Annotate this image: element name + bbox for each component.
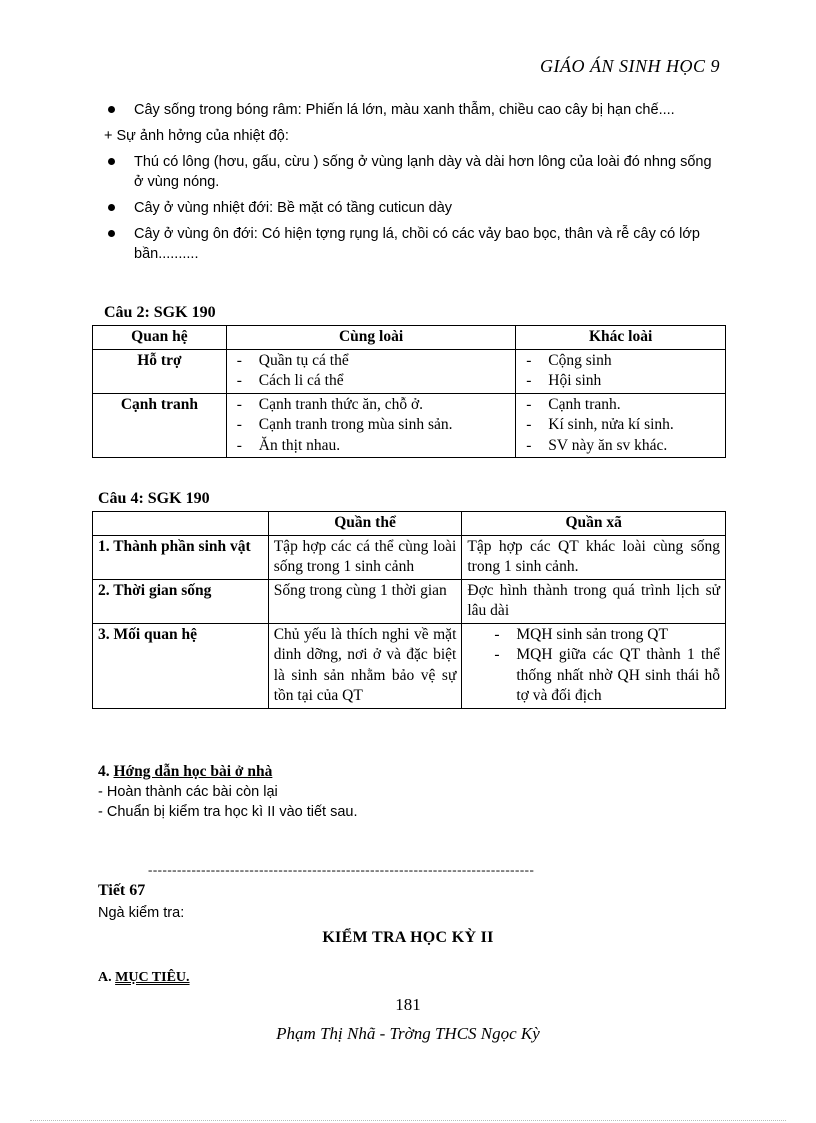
bullet-item: Cây ở vùng ôn đới: Có hiện tợng rụng lá, chồi có các vảy bao bọc, thân và rễ cây có lớp bần..........: [104, 224, 720, 264]
row-label: Cạnh tranh: [93, 393, 227, 458]
subheading: + Sự ảnh hởng của nhiệt độ:: [104, 128, 289, 144]
table-cell: [462, 623, 726, 708]
table-row: [93, 535, 726, 579]
comparison-table: [92, 511, 726, 709]
row-label: 1. Thành phần sinh vật: [93, 535, 269, 579]
table-cell: Đợc hình thành trong quá trình lịch sử lâu dài: [462, 579, 726, 623]
section-divider: --------------------------------------------------------------------------------: [148, 862, 535, 877]
list-item: - MQH sinh sản trong QT: [489, 625, 720, 646]
list-item: - Kí sinh, nửa kí sinh.: [521, 415, 720, 436]
list-item: - SV này ăn sv khác.: [521, 436, 720, 457]
col-header: Quan hệ: [93, 326, 227, 350]
guide-number: 4.: [98, 763, 110, 780]
page-bottom-border: [30, 1120, 786, 1121]
list-item: - Quần tụ cá thể: [232, 351, 511, 372]
row-label: 2. Thời gian sống: [93, 579, 269, 623]
test-date-label: Ngà kiểm tra:: [98, 905, 185, 921]
list-item: - Cộng sinh: [521, 351, 720, 372]
lesson-number: Tiết 67: [98, 882, 146, 899]
table-row: [93, 349, 726, 393]
guide-line: - Hoàn thành các bài còn lại: [98, 784, 278, 800]
bullet-item: Thú có lông (hơu, gấu, cừu ) sống ở vùng lạnh dày và dài hơn lông của loài đó nhng sống ở vùng nóng.: [104, 152, 720, 192]
table-cell: Tập hợp các cá thể cùng loài sống trong 1 sinh cảnh: [268, 535, 462, 579]
page-number: 181: [395, 995, 421, 1014]
list-item: - MQH giữa các QT thành 1 thể thống nhất nhờ QH sinh thái hỗ tợ và đối địch: [489, 645, 720, 707]
page-header-title: GIÁO ÁN SINH HỌC 9: [540, 56, 720, 76]
section-prefix: A.: [98, 970, 112, 985]
table-header-row: [93, 512, 726, 536]
lesson-title: KIỂM TRA HỌC KỲ II: [322, 929, 494, 946]
bullet-item: Cây sống trong bóng râm: Phiến lá lớn, màu xanh thẫm, chiều cao cây bị hạn chế....: [104, 100, 720, 120]
table1-caption: Câu 2: SGK 190: [104, 304, 216, 321]
homework-guide: [98, 762, 358, 822]
relationship-table: [92, 325, 726, 458]
table-row: [93, 393, 726, 458]
guide-title: [98, 762, 358, 782]
section-heading: [98, 970, 190, 986]
section-title: MỤC TIÊU.: [115, 970, 190, 985]
guide-title-text: Hớng dẫn học bài ở nhà: [113, 763, 273, 780]
page-footer: Phạm Thị Nhã - Trờng THCS Ngọc Kỳ: [276, 1024, 540, 1043]
list-item: - Cách li cá thể: [232, 371, 511, 392]
col-header: Quần thể: [268, 512, 462, 536]
row-label: 3. Mối quan hệ: [93, 623, 269, 708]
list-item: - Ăn thịt nhau.: [232, 436, 511, 457]
table-cell: Sống trong cùng 1 thời gian: [268, 579, 462, 623]
table-cell: [226, 349, 516, 393]
list-item: - Cạnh tranh thức ăn, chỗ ở.: [232, 395, 511, 416]
table-cell: [226, 393, 516, 458]
table-cell: Tập hợp các QT khác loài cùng sống trong 1 sinh cảnh.: [462, 535, 726, 579]
table-cell: [516, 349, 726, 393]
guide-line: - Chuẩn bị kiểm tra học kì II vào tiết sau.: [98, 804, 358, 820]
col-header: [93, 512, 269, 536]
col-header: Khác loài: [516, 326, 726, 350]
list-item: - Hội sinh: [521, 371, 720, 392]
list-item: - Cạnh tranh.: [521, 395, 720, 416]
table-header-row: [93, 326, 726, 350]
list-item: - Cạnh tranh trong mùa sinh sản.: [232, 415, 511, 436]
col-header: Quần xã: [462, 512, 726, 536]
row-label: Hỗ trợ: [93, 349, 227, 393]
table-row: [93, 579, 726, 623]
table-cell: [516, 393, 726, 458]
table2-caption: Câu 4: SGK 190: [98, 490, 210, 507]
bullet-item: Cây ở vùng nhiệt đới: Bề mặt có tầng cuticun dày: [104, 198, 720, 218]
table-row: [93, 623, 726, 708]
table-cell: Chủ yếu là thích nghi về mặt dinh dỡng, nơi ở và đặc biệt là sinh sản nhằm bảo vệ sự tồn tại của QT: [268, 623, 462, 708]
bullets-section: [104, 100, 720, 270]
col-header: Cùng loài: [226, 326, 516, 350]
